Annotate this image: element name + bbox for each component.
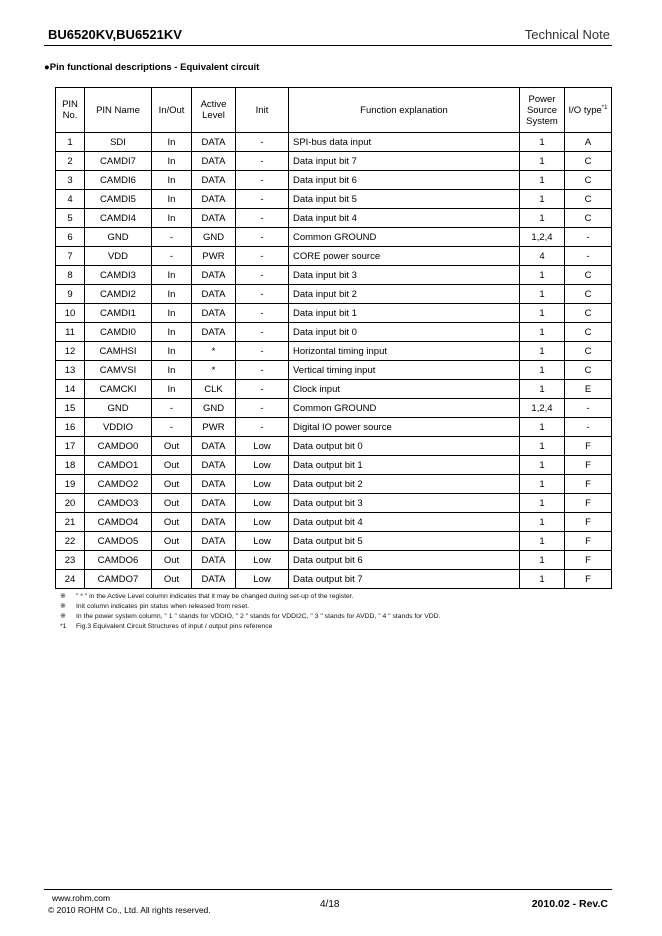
cell-in-out: In — [152, 190, 192, 209]
cell-pin-no: 5 — [56, 209, 85, 228]
io-type-footnote-ref: *1 — [601, 105, 608, 112]
cell-in-out: - — [152, 418, 192, 437]
cell-in-out: Out — [152, 551, 192, 570]
cell-power-source: 1 — [520, 304, 565, 323]
cell-in-out: - — [152, 247, 192, 266]
pin-table — [55, 87, 612, 589]
cell-pin-name: CAMDO0 — [85, 437, 152, 456]
cell-init: Low — [236, 456, 289, 475]
revision: 2010.02 - Rev.C — [531, 898, 608, 910]
cell-in-out: In — [152, 266, 192, 285]
cell-pin-name: CAMCKI — [85, 380, 152, 399]
cell-io-type: F — [565, 475, 612, 494]
table-row — [56, 228, 612, 247]
section-title: ●Pin functional descriptions - Equivalent circuit — [44, 62, 260, 73]
cell-pin-name: CAMDO7 — [85, 570, 152, 589]
table-row — [56, 570, 612, 589]
table-row — [56, 152, 612, 171]
cell-init: - — [236, 399, 289, 418]
cell-function: Common GROUND — [289, 228, 520, 247]
cell-pin-no: 14 — [56, 380, 85, 399]
cell-function: Data output bit 2 — [289, 475, 520, 494]
cell-power-source: 1 — [520, 266, 565, 285]
cell-init: Low — [236, 551, 289, 570]
table-row — [56, 266, 612, 285]
cell-init: - — [236, 418, 289, 437]
footer-divider — [44, 889, 612, 890]
cell-init: - — [236, 380, 289, 399]
cell-function: Data input bit 2 — [289, 285, 520, 304]
cell-power-source: 1 — [520, 209, 565, 228]
table-row — [56, 551, 612, 570]
cell-in-out: In — [152, 171, 192, 190]
cell-pin-no: 20 — [56, 494, 85, 513]
table-row — [56, 342, 612, 361]
table-header-row — [56, 88, 612, 133]
cell-pin-no: 8 — [56, 266, 85, 285]
cell-power-source: 1 — [520, 380, 565, 399]
cell-pin-name: CAMVSI — [85, 361, 152, 380]
page-number: 4/18 — [320, 899, 340, 910]
header-pin-no: PIN No. — [56, 88, 85, 133]
cell-power-source: 1 — [520, 437, 565, 456]
table-row — [56, 418, 612, 437]
table-row — [56, 494, 612, 513]
footer-copyright: © 2010 ROHM Co., Ltd. All rights reserved. — [48, 905, 211, 915]
cell-in-out: In — [152, 285, 192, 304]
cell-in-out: Out — [152, 456, 192, 475]
cell-pin-no: 16 — [56, 418, 85, 437]
cell-active-level: DATA — [192, 494, 236, 513]
cell-active-level: DATA — [192, 551, 236, 570]
cell-init: Low — [236, 532, 289, 551]
cell-io-type: F — [565, 532, 612, 551]
cell-pin-no: 22 — [56, 532, 85, 551]
cell-init: - — [236, 247, 289, 266]
cell-function: Horizontal timing input — [289, 342, 520, 361]
cell-init: Low — [236, 475, 289, 494]
header-io-type — [565, 88, 612, 133]
cell-io-type: C — [565, 190, 612, 209]
cell-io-type: C — [565, 152, 612, 171]
cell-power-source: 4 — [520, 247, 565, 266]
cell-pin-no: 2 — [56, 152, 85, 171]
cell-io-type: F — [565, 494, 612, 513]
cell-in-out: In — [152, 304, 192, 323]
footnote-text: Fig.3 Equivalent Circuit Structures of input / output pins reference — [76, 623, 273, 630]
cell-init: Low — [236, 437, 289, 456]
cell-io-type: C — [565, 323, 612, 342]
table-row — [56, 513, 612, 532]
cell-power-source: 1 — [520, 133, 565, 152]
cell-io-type: C — [565, 342, 612, 361]
cell-function: Vertical timing input — [289, 361, 520, 380]
cell-active-level: DATA — [192, 304, 236, 323]
cell-power-source: 1 — [520, 171, 565, 190]
cell-io-type: E — [565, 380, 612, 399]
footnote-text: " * " in the Active Level column indicates that it may be changed during set-up of the register. — [76, 593, 354, 600]
cell-power-source: 1 — [520, 190, 565, 209]
cell-pin-no: 24 — [56, 570, 85, 589]
cell-pin-no: 15 — [56, 399, 85, 418]
cell-function: Data input bit 0 — [289, 323, 520, 342]
cell-in-out: In — [152, 209, 192, 228]
cell-active-level: DATA — [192, 152, 236, 171]
cell-power-source: 1 — [520, 475, 565, 494]
cell-io-type: C — [565, 171, 612, 190]
cell-io-type: C — [565, 304, 612, 323]
footnote — [60, 612, 440, 622]
cell-pin-no: 11 — [56, 323, 85, 342]
cell-function: Data output bit 4 — [289, 513, 520, 532]
cell-power-source: 1 — [520, 456, 565, 475]
cell-io-type: F — [565, 456, 612, 475]
cell-pin-no: 12 — [56, 342, 85, 361]
table-row — [56, 361, 612, 380]
cell-function: Common GROUND — [289, 399, 520, 418]
cell-init: - — [236, 361, 289, 380]
cell-function: Data input bit 7 — [289, 152, 520, 171]
cell-function: Data output bit 0 — [289, 437, 520, 456]
cell-in-out: Out — [152, 513, 192, 532]
cell-function: Data output bit 5 — [289, 532, 520, 551]
cell-function: Digital IO power source — [289, 418, 520, 437]
cell-active-level: DATA — [192, 323, 236, 342]
cell-function: Data input bit 5 — [289, 190, 520, 209]
cell-function: Data output bit 3 — [289, 494, 520, 513]
footnote — [60, 592, 440, 602]
cell-pin-no: 4 — [56, 190, 85, 209]
header-active-level: Active Level — [192, 88, 236, 133]
cell-io-type: C — [565, 361, 612, 380]
cell-pin-name: CAMDI5 — [85, 190, 152, 209]
cell-init: - — [236, 152, 289, 171]
footnotes — [60, 592, 440, 632]
cell-active-level: DATA — [192, 171, 236, 190]
cell-pin-no: 6 — [56, 228, 85, 247]
cell-pin-no: 19 — [56, 475, 85, 494]
cell-active-level: DATA — [192, 456, 236, 475]
cell-power-source: 1 — [520, 570, 565, 589]
cell-pin-name: GND — [85, 228, 152, 247]
table-row — [56, 304, 612, 323]
cell-io-type: F — [565, 551, 612, 570]
cell-pin-name: CAMDO1 — [85, 456, 152, 475]
cell-active-level: DATA — [192, 190, 236, 209]
cell-in-out: - — [152, 399, 192, 418]
cell-in-out: Out — [152, 570, 192, 589]
cell-pin-name: SDI — [85, 133, 152, 152]
table-row — [56, 399, 612, 418]
cell-pin-no: 23 — [56, 551, 85, 570]
cell-pin-name: VDDIO — [85, 418, 152, 437]
cell-function: Data output bit 6 — [289, 551, 520, 570]
cell-init: Low — [236, 570, 289, 589]
cell-power-source: 1 — [520, 494, 565, 513]
footnote-text: In the power system column, " 1 " stands for VDDIO, " 2 " stands for VDDI2C, " 3 " stands for AVDD, " 4 " stands for VDD. — [76, 613, 441, 620]
footnote-mark: ※ — [60, 603, 66, 610]
cell-pin-name: CAMHSI — [85, 342, 152, 361]
cell-active-level: * — [192, 361, 236, 380]
header-pin-name: PIN Name — [85, 88, 152, 133]
cell-pin-name: VDD — [85, 247, 152, 266]
cell-pin-name: CAMDI6 — [85, 171, 152, 190]
cell-io-type: A — [565, 133, 612, 152]
cell-function: Data input bit 3 — [289, 266, 520, 285]
cell-pin-no: 21 — [56, 513, 85, 532]
cell-power-source: 1 — [520, 513, 565, 532]
cell-pin-name: CAMDI0 — [85, 323, 152, 342]
cell-in-out: Out — [152, 532, 192, 551]
cell-pin-name: CAMDO3 — [85, 494, 152, 513]
cell-in-out: Out — [152, 494, 192, 513]
cell-io-type: C — [565, 209, 612, 228]
cell-init: - — [236, 304, 289, 323]
cell-pin-no: 9 — [56, 285, 85, 304]
footnote-text: Init column indicates pin status when released from reset. — [76, 603, 250, 610]
cell-pin-name: CAMDO5 — [85, 532, 152, 551]
cell-power-source: 1 — [520, 551, 565, 570]
table-row — [56, 285, 612, 304]
cell-power-source: 1 — [520, 418, 565, 437]
cell-active-level: DATA — [192, 209, 236, 228]
footnote-mark: ※ — [60, 613, 66, 620]
table-row — [56, 190, 612, 209]
cell-io-type: C — [565, 266, 612, 285]
footnote-mark: *1 — [60, 623, 67, 630]
cell-pin-no: 13 — [56, 361, 85, 380]
cell-pin-name: CAMDI2 — [85, 285, 152, 304]
cell-in-out: In — [152, 342, 192, 361]
cell-function: Clock input — [289, 380, 520, 399]
table-row — [56, 133, 612, 152]
cell-pin-name: CAMDO6 — [85, 551, 152, 570]
cell-pin-no: 1 — [56, 133, 85, 152]
cell-pin-name: CAMDI7 — [85, 152, 152, 171]
footer-url[interactable]: www.rohm.com — [52, 893, 111, 903]
cell-power-source: 1 — [520, 285, 565, 304]
cell-active-level: GND — [192, 228, 236, 247]
cell-in-out: Out — [152, 475, 192, 494]
cell-function: Data input bit 6 — [289, 171, 520, 190]
cell-active-level: DATA — [192, 570, 236, 589]
cell-pin-name: CAMDO2 — [85, 475, 152, 494]
cell-power-source: 1,2,4 — [520, 228, 565, 247]
cell-init: - — [236, 285, 289, 304]
cell-io-type: C — [565, 285, 612, 304]
cell-pin-no: 3 — [56, 171, 85, 190]
cell-function: Data output bit 7 — [289, 570, 520, 589]
cell-power-source: 1 — [520, 532, 565, 551]
cell-io-type: - — [565, 228, 612, 247]
cell-in-out: Out — [152, 437, 192, 456]
cell-active-level: DATA — [192, 437, 236, 456]
table-row — [56, 323, 612, 342]
cell-io-type: F — [565, 513, 612, 532]
cell-init: - — [236, 228, 289, 247]
cell-pin-name: CAMDI3 — [85, 266, 152, 285]
cell-power-source: 1 — [520, 152, 565, 171]
cell-in-out: In — [152, 152, 192, 171]
table-row — [56, 380, 612, 399]
cell-pin-no: 10 — [56, 304, 85, 323]
header-in-out: In/Out — [152, 88, 192, 133]
cell-active-level: PWR — [192, 418, 236, 437]
cell-power-source: 1 — [520, 323, 565, 342]
document-title: BU6520KV,BU6521KV — [48, 27, 182, 42]
table-row — [56, 437, 612, 456]
cell-io-type: - — [565, 399, 612, 418]
cell-io-type: - — [565, 418, 612, 437]
cell-pin-no: 7 — [56, 247, 85, 266]
cell-active-level: PWR — [192, 247, 236, 266]
cell-in-out: In — [152, 380, 192, 399]
footnote — [60, 602, 440, 612]
table-row — [56, 247, 612, 266]
cell-function: CORE power source — [289, 247, 520, 266]
cell-init: - — [236, 171, 289, 190]
cell-pin-name: GND — [85, 399, 152, 418]
table-row — [56, 171, 612, 190]
footnote — [60, 622, 440, 632]
cell-io-type: F — [565, 570, 612, 589]
cell-init: Low — [236, 494, 289, 513]
cell-active-level: DATA — [192, 532, 236, 551]
cell-power-source: 1 — [520, 342, 565, 361]
cell-function: Data input bit 1 — [289, 304, 520, 323]
cell-function: Data output bit 1 — [289, 456, 520, 475]
footnote-mark: ※ — [60, 593, 66, 600]
cell-power-source: 1,2,4 — [520, 399, 565, 418]
cell-pin-name: CAMDO4 — [85, 513, 152, 532]
cell-init: Low — [236, 513, 289, 532]
cell-init: - — [236, 133, 289, 152]
header-function: Function explanation — [289, 88, 520, 133]
table-row — [56, 456, 612, 475]
cell-pin-name: CAMDI1 — [85, 304, 152, 323]
cell-power-source: 1 — [520, 361, 565, 380]
table-row — [56, 209, 612, 228]
cell-function: SPI-bus data input — [289, 133, 520, 152]
cell-in-out: In — [152, 361, 192, 380]
cell-function: Data input bit 4 — [289, 209, 520, 228]
cell-in-out: In — [152, 133, 192, 152]
header-init: Init — [236, 88, 289, 133]
cell-pin-name: CAMDI4 — [85, 209, 152, 228]
cell-in-out: - — [152, 228, 192, 247]
cell-active-level: CLK — [192, 380, 236, 399]
cell-active-level: * — [192, 342, 236, 361]
header-divider — [44, 45, 612, 46]
cell-init: - — [236, 209, 289, 228]
io-type-label: I/O type — [568, 105, 602, 117]
cell-init: - — [236, 266, 289, 285]
table-row — [56, 475, 612, 494]
cell-pin-no: 17 — [56, 437, 85, 456]
cell-active-level: DATA — [192, 133, 236, 152]
cell-io-type: - — [565, 247, 612, 266]
cell-active-level: DATA — [192, 475, 236, 494]
cell-init: - — [236, 342, 289, 361]
cell-active-level: DATA — [192, 513, 236, 532]
cell-io-type: F — [565, 437, 612, 456]
cell-pin-no: 18 — [56, 456, 85, 475]
cell-active-level: GND — [192, 399, 236, 418]
cell-init: - — [236, 190, 289, 209]
cell-in-out: In — [152, 323, 192, 342]
cell-init: - — [236, 323, 289, 342]
cell-active-level: DATA — [192, 285, 236, 304]
document-type: Technical Note — [524, 27, 610, 42]
header-power-source: Power Source System — [520, 88, 565, 133]
table-row — [56, 532, 612, 551]
cell-active-level: DATA — [192, 266, 236, 285]
